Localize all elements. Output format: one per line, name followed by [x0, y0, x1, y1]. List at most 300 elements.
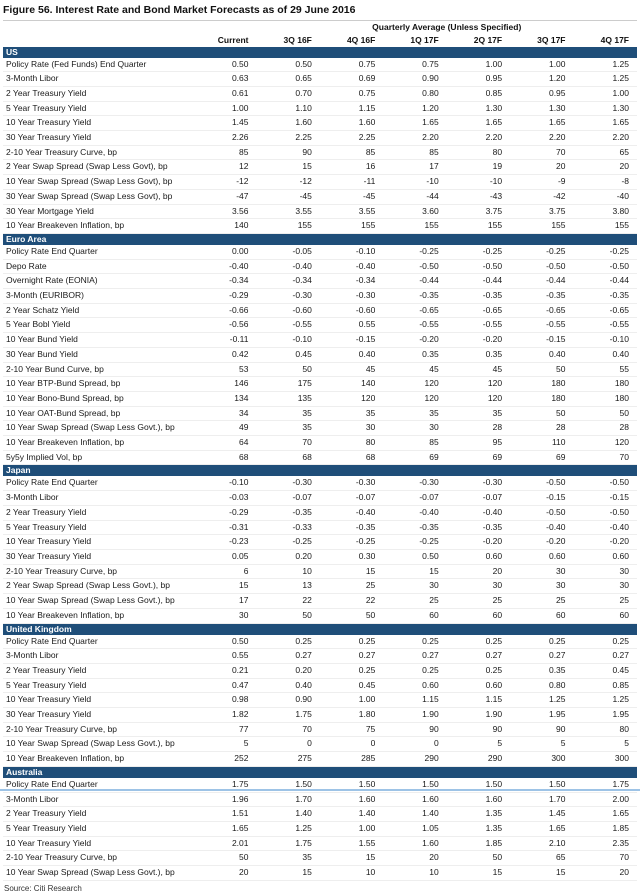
cell-value: 0.05 [193, 550, 256, 565]
cell-value: 0.55 [320, 318, 383, 333]
cell-value: -0.34 [256, 274, 319, 289]
cell-value: 290 [383, 752, 446, 767]
cell-value: -11 [320, 175, 383, 190]
cell-value: 1.20 [383, 101, 446, 116]
cell-value: -0.25 [383, 535, 446, 550]
cell-value: 1.60 [320, 792, 383, 807]
cell-value: 30 [510, 579, 573, 594]
row-label: 2-10 Year Treasury Curve, bp [3, 851, 193, 866]
cell-value: 1.96 [193, 792, 256, 807]
cell-value: 2.26 [193, 131, 256, 146]
cell-value: 70 [256, 436, 319, 451]
cell-value: -0.50 [574, 505, 637, 520]
row-label: 2 Year Treasury Yield [3, 807, 193, 822]
table-row [3, 693, 637, 708]
row-label: 10 Year Bono-Bund Spread, bp [3, 391, 193, 406]
cell-value: 30 [574, 579, 637, 594]
cell-value: 0.21 [193, 663, 256, 678]
cell-value: 0.40 [510, 347, 573, 362]
cell-value: 0.85 [447, 86, 510, 101]
cell-value: 1.65 [574, 807, 637, 822]
cell-value: 90 [510, 722, 573, 737]
table-row [3, 362, 637, 377]
cell-value: -47 [193, 189, 256, 204]
cell-value: -0.30 [320, 289, 383, 304]
table-row [3, 505, 637, 520]
cell-value: 1.15 [447, 693, 510, 708]
cell-value: 0.35 [383, 347, 446, 362]
cell-value: 1.65 [574, 116, 637, 131]
cell-value: 0.90 [383, 72, 446, 87]
cell-value: 3.55 [320, 204, 383, 219]
table-row [3, 189, 637, 204]
cell-value: 50 [447, 851, 510, 866]
figure-title: Figure 56. Interest Rate and Bond Market Forecasts as of 29 June 2016 [3, 4, 356, 16]
cell-value: 68 [320, 450, 383, 465]
cell-value: 45 [383, 362, 446, 377]
table-row [3, 347, 637, 362]
table-row [3, 318, 637, 333]
table-row [3, 259, 637, 274]
table-row [3, 608, 637, 623]
cell-value: 1.82 [193, 708, 256, 723]
cell-value: 70 [510, 145, 573, 160]
cell-value: 290 [447, 752, 510, 767]
table-row [3, 579, 637, 594]
cell-value: 95 [447, 436, 510, 451]
cell-value: 80 [320, 436, 383, 451]
cell-value: 120 [383, 391, 446, 406]
cell-value: 1.50 [383, 778, 446, 792]
cell-value: 30 [193, 608, 256, 623]
cell-value: 0.95 [510, 86, 573, 101]
table-row [3, 821, 637, 836]
cell-value: 1.30 [510, 101, 573, 116]
cell-value: 0.85 [574, 678, 637, 693]
cell-value: -0.20 [510, 535, 573, 550]
forecast-table [3, 20, 637, 881]
cell-value: 15 [320, 564, 383, 579]
row-label: Policy Rate End Quarter [3, 778, 193, 792]
cell-value: 146 [193, 377, 256, 392]
row-label: 5 Year Bobl Yield [3, 318, 193, 333]
cell-value: 0.95 [447, 72, 510, 87]
cell-value: 275 [256, 752, 319, 767]
row-label: Policy Rate End Quarter [3, 245, 193, 259]
cell-value: 120 [447, 377, 510, 392]
cell-value: 0.60 [447, 550, 510, 565]
cell-value: -0.40 [383, 505, 446, 520]
cell-value: 85 [383, 145, 446, 160]
row-label: 10 Year Swap Spread (Swap Less Govt.), bp [3, 421, 193, 436]
cell-value: -9 [510, 175, 573, 190]
cell-value: -12 [193, 175, 256, 190]
cell-value: 0.27 [320, 649, 383, 664]
cell-value: -0.07 [320, 491, 383, 506]
cell-value: 22 [320, 594, 383, 609]
cell-value: 3.60 [383, 204, 446, 219]
cell-value: 2.00 [574, 792, 637, 807]
row-label: 2 Year Swap Spread (Swap Less Govt.), bp [3, 579, 193, 594]
cell-value: 155 [256, 219, 319, 234]
cell-value: 45 [447, 362, 510, 377]
cell-value: 0.98 [193, 693, 256, 708]
cell-value: 1.65 [447, 116, 510, 131]
cell-value: 1.00 [193, 101, 256, 116]
cell-value: 180 [510, 391, 573, 406]
cell-value: 1.40 [383, 807, 446, 822]
cell-value: 180 [574, 377, 637, 392]
cell-value: 20 [383, 851, 446, 866]
row-label: Depo Rate [3, 259, 193, 274]
cell-value: -0.20 [383, 333, 446, 348]
row-label: 5 Year Treasury Yield [3, 821, 193, 836]
cell-value: -0.10 [193, 476, 256, 490]
cell-value: 0 [320, 737, 383, 752]
cell-value: 17 [193, 594, 256, 609]
row-label: 2 Year Treasury Yield [3, 505, 193, 520]
cell-value: 0.50 [193, 635, 256, 649]
cell-value: 1.75 [574, 778, 637, 792]
cell-value: -0.55 [447, 318, 510, 333]
table-row [3, 86, 637, 101]
cell-value: -0.35 [447, 520, 510, 535]
cell-value: 6 [193, 564, 256, 579]
cell-value: 1.15 [320, 101, 383, 116]
table-row [3, 421, 637, 436]
cell-value: 1.65 [193, 821, 256, 836]
cell-value: 20 [510, 160, 573, 175]
cell-value: 120 [574, 436, 637, 451]
row-label: 30 Year Treasury Yield [3, 550, 193, 565]
row-label: 30 Year Bund Yield [3, 347, 193, 362]
cell-value: 0.30 [320, 550, 383, 565]
cell-value: 155 [447, 219, 510, 234]
table-row [3, 116, 637, 131]
table-row [3, 131, 637, 146]
cell-value: 0.25 [574, 635, 637, 649]
cell-value: 0.40 [574, 347, 637, 362]
cell-value: 140 [320, 377, 383, 392]
cell-value: 2.20 [447, 131, 510, 146]
cell-value: 0.55 [193, 649, 256, 664]
cell-value: 50 [320, 608, 383, 623]
cell-value: -0.15 [510, 333, 573, 348]
cell-value: 3.55 [256, 204, 319, 219]
cell-value: 15 [193, 579, 256, 594]
table-row [3, 520, 637, 535]
cell-value: 1.85 [447, 836, 510, 851]
cell-value: 10 [383, 866, 446, 881]
cell-value: 50 [193, 851, 256, 866]
cell-value: 50 [510, 406, 573, 421]
row-label: 30 Year Treasury Yield [3, 131, 193, 146]
cell-value: -0.66 [193, 303, 256, 318]
table-row [3, 391, 637, 406]
cell-value: 30 [574, 564, 637, 579]
table-row [3, 245, 637, 259]
cell-value: 0.20 [256, 550, 319, 565]
table-row [3, 851, 637, 866]
row-label: 3-Month Libor [3, 792, 193, 807]
row-label: 2 Year Swap Spread (Swap Less Govt), bp [3, 160, 193, 175]
cell-value: -0.56 [193, 318, 256, 333]
cell-value: -0.07 [447, 491, 510, 506]
cell-value: 135 [256, 391, 319, 406]
cell-value: 0.25 [256, 635, 319, 649]
row-label: 2-10 Year Bund Curve, bp [3, 362, 193, 377]
cell-value: 28 [574, 421, 637, 436]
cell-value: 50 [256, 362, 319, 377]
cell-value: 2.20 [510, 131, 573, 146]
cell-value: 35 [256, 406, 319, 421]
cell-value: 69 [510, 450, 573, 465]
table-row [3, 678, 637, 693]
section-title: Japan [3, 465, 637, 477]
cell-value: 1.75 [256, 836, 319, 851]
cell-value: 1.25 [256, 821, 319, 836]
cell-value: 3.75 [510, 204, 573, 219]
cell-value: 3.80 [574, 204, 637, 219]
cell-value: -0.20 [447, 535, 510, 550]
cell-value: 15 [320, 851, 383, 866]
cell-value: 0.25 [447, 663, 510, 678]
cell-value: -0.35 [574, 289, 637, 304]
cell-value: -0.35 [383, 520, 446, 535]
cell-value: 155 [510, 219, 573, 234]
table-row [3, 450, 637, 465]
cell-value: 30 [383, 579, 446, 594]
cell-value: 1.65 [510, 821, 573, 836]
table-row [3, 175, 637, 190]
table-row [3, 836, 637, 851]
cell-value: 140 [193, 219, 256, 234]
cell-value: 0.00 [193, 245, 256, 259]
cell-value: 12 [193, 160, 256, 175]
row-label: 3-Month (EURIBOR) [3, 289, 193, 304]
section-band-united-kingdom [3, 623, 637, 635]
cell-value: -0.44 [574, 274, 637, 289]
group-header-row [3, 21, 637, 34]
cell-value: 0.60 [447, 678, 510, 693]
cell-value: -0.30 [256, 289, 319, 304]
cell-value: 0.42 [193, 347, 256, 362]
cell-value: 2.25 [256, 131, 319, 146]
cell-value: 120 [320, 391, 383, 406]
cell-value: 85 [193, 145, 256, 160]
cell-value: 90 [383, 722, 446, 737]
cell-value: 1.00 [574, 86, 637, 101]
cell-value: 0.69 [320, 72, 383, 87]
cell-value: 68 [256, 450, 319, 465]
cell-value: 64 [193, 436, 256, 451]
cell-value: 1.60 [447, 792, 510, 807]
cell-value: 25 [320, 579, 383, 594]
cell-value: 1.00 [320, 821, 383, 836]
cell-value: 53 [193, 362, 256, 377]
row-label: 10 Year Swap Spread (Swap Less Govt.), bp [3, 594, 193, 609]
cell-value: 0.60 [510, 550, 573, 565]
table-row [3, 708, 637, 723]
cell-value: 35 [256, 851, 319, 866]
cell-value: 0.47 [193, 678, 256, 693]
bottom-rule [0, 789, 640, 791]
cell-value: 1.00 [447, 58, 510, 72]
cell-value: -0.55 [256, 318, 319, 333]
column-header-row [3, 34, 637, 47]
cell-value: 65 [510, 851, 573, 866]
cell-value: 0.25 [320, 663, 383, 678]
cell-value: -0.31 [193, 520, 256, 535]
cell-value: 60 [383, 608, 446, 623]
cell-value: -44 [383, 189, 446, 204]
row-label: 10 Year Treasury Yield [3, 535, 193, 550]
cell-value: 65 [574, 145, 637, 160]
cell-value: -0.35 [510, 289, 573, 304]
cell-value: 120 [383, 377, 446, 392]
cell-value: -0.40 [320, 259, 383, 274]
cell-value: -0.20 [447, 333, 510, 348]
cell-value: 0.50 [193, 58, 256, 72]
column-header-3q-17f: 3Q 17F [537, 35, 566, 45]
cell-value: 2.10 [510, 836, 573, 851]
cell-value: 0.50 [256, 58, 319, 72]
cell-value: -0.44 [383, 274, 446, 289]
cell-value: 0.40 [256, 678, 319, 693]
cell-value: 35 [320, 406, 383, 421]
cell-value: -0.30 [320, 476, 383, 490]
cell-value: 0.40 [320, 347, 383, 362]
row-label: 10 Year Breakeven Inflation, bp [3, 436, 193, 451]
table-body [3, 47, 637, 881]
cell-value: -0.35 [256, 505, 319, 520]
cell-value: 5 [193, 737, 256, 752]
cell-value: 20 [193, 866, 256, 881]
cell-value: 0.80 [510, 678, 573, 693]
row-label: 30 Year Treasury Yield [3, 708, 193, 723]
cell-value: 1.60 [256, 116, 319, 131]
row-label: 2-10 Year Treasury Curve, bp [3, 564, 193, 579]
cell-value: 1.25 [574, 58, 637, 72]
cell-value: 0.20 [256, 663, 319, 678]
row-label: 10 Year Swap Spread (Swap Less Govt.), bp [3, 866, 193, 881]
cell-value: -0.25 [256, 535, 319, 550]
row-label: 5 Year Treasury Yield [3, 101, 193, 116]
cell-value: 1.40 [320, 807, 383, 822]
cell-value: 3.56 [193, 204, 256, 219]
cell-value: 0.25 [320, 635, 383, 649]
cell-value: -0.35 [383, 289, 446, 304]
cell-value: 50 [256, 608, 319, 623]
cell-value: -0.55 [574, 318, 637, 333]
row-label: 10 Year Treasury Yield [3, 836, 193, 851]
cell-value: 2.01 [193, 836, 256, 851]
cell-value: 10 [256, 564, 319, 579]
cell-value: 1.70 [256, 792, 319, 807]
table-row [3, 564, 637, 579]
table-row [3, 145, 637, 160]
cell-value: -0.30 [447, 476, 510, 490]
cell-value: -0.30 [256, 476, 319, 490]
table-row [3, 219, 637, 234]
row-label: 10 Year Swap Spread (Swap Less Govt), bp [3, 175, 193, 190]
cell-value: 25 [383, 594, 446, 609]
cell-value: 69 [383, 450, 446, 465]
cell-value: 155 [383, 219, 446, 234]
cell-value: 30 [447, 579, 510, 594]
cell-value: 1.51 [193, 807, 256, 822]
cell-value: 134 [193, 391, 256, 406]
cell-value: -0.25 [447, 245, 510, 259]
cell-value: 17 [383, 160, 446, 175]
cell-value: 1.60 [383, 792, 446, 807]
cell-value: 80 [447, 145, 510, 160]
cell-value: -0.25 [320, 535, 383, 550]
cell-value: -0.65 [510, 303, 573, 318]
cell-value: 0.70 [256, 86, 319, 101]
cell-value: -0.50 [574, 259, 637, 274]
cell-value: -0.55 [383, 318, 446, 333]
row-label: 3-Month Libor [3, 491, 193, 506]
cell-value: 1.05 [383, 821, 446, 836]
section-band-australia [3, 766, 637, 778]
cell-value: 0.45 [256, 347, 319, 362]
cell-value: -0.44 [447, 274, 510, 289]
cell-value: -0.50 [574, 476, 637, 490]
cell-value: 1.75 [256, 708, 319, 723]
cell-value: 1.50 [447, 778, 510, 792]
row-label: 10 Year OAT-Bund Spread, bp [3, 406, 193, 421]
cell-value: 300 [574, 752, 637, 767]
cell-value: 1.35 [447, 821, 510, 836]
cell-value: 20 [447, 564, 510, 579]
cell-value: 0.80 [383, 86, 446, 101]
cell-value: -0.23 [193, 535, 256, 550]
table-row [3, 377, 637, 392]
cell-value: 22 [256, 594, 319, 609]
table-row [3, 722, 637, 737]
cell-value: -0.40 [320, 505, 383, 520]
cell-value: 55 [574, 362, 637, 377]
cell-value: 15 [510, 866, 573, 881]
cell-value: 0.27 [510, 649, 573, 664]
cell-value: 155 [574, 219, 637, 234]
cell-value: 77 [193, 722, 256, 737]
table-row [3, 737, 637, 752]
cell-value: 30 [320, 421, 383, 436]
cell-value: 155 [320, 219, 383, 234]
row-label: 30 Year Swap Spread (Swap Less Govt), bp [3, 189, 193, 204]
cell-value: 15 [447, 866, 510, 881]
cell-value: 2.20 [383, 131, 446, 146]
cell-value: 0.27 [447, 649, 510, 664]
cell-value: -0.40 [574, 520, 637, 535]
cell-value: 15 [256, 866, 319, 881]
cell-value: 0.65 [256, 72, 319, 87]
cell-value: 28 [510, 421, 573, 436]
section-band-us [3, 47, 637, 58]
column-header-2q-17f: 2Q 17F [473, 35, 503, 45]
column-header-4q-17f: 4Q 17F [600, 35, 629, 45]
cell-value: 30 [510, 564, 573, 579]
column-header-3q-16f: 3Q 16F [283, 35, 312, 45]
table-row [3, 807, 637, 822]
cell-value: 1.95 [510, 708, 573, 723]
cell-value: 1.10 [256, 101, 319, 116]
cell-value: 1.50 [320, 778, 383, 792]
table-row [3, 303, 637, 318]
column-header-current: Current [217, 35, 249, 45]
